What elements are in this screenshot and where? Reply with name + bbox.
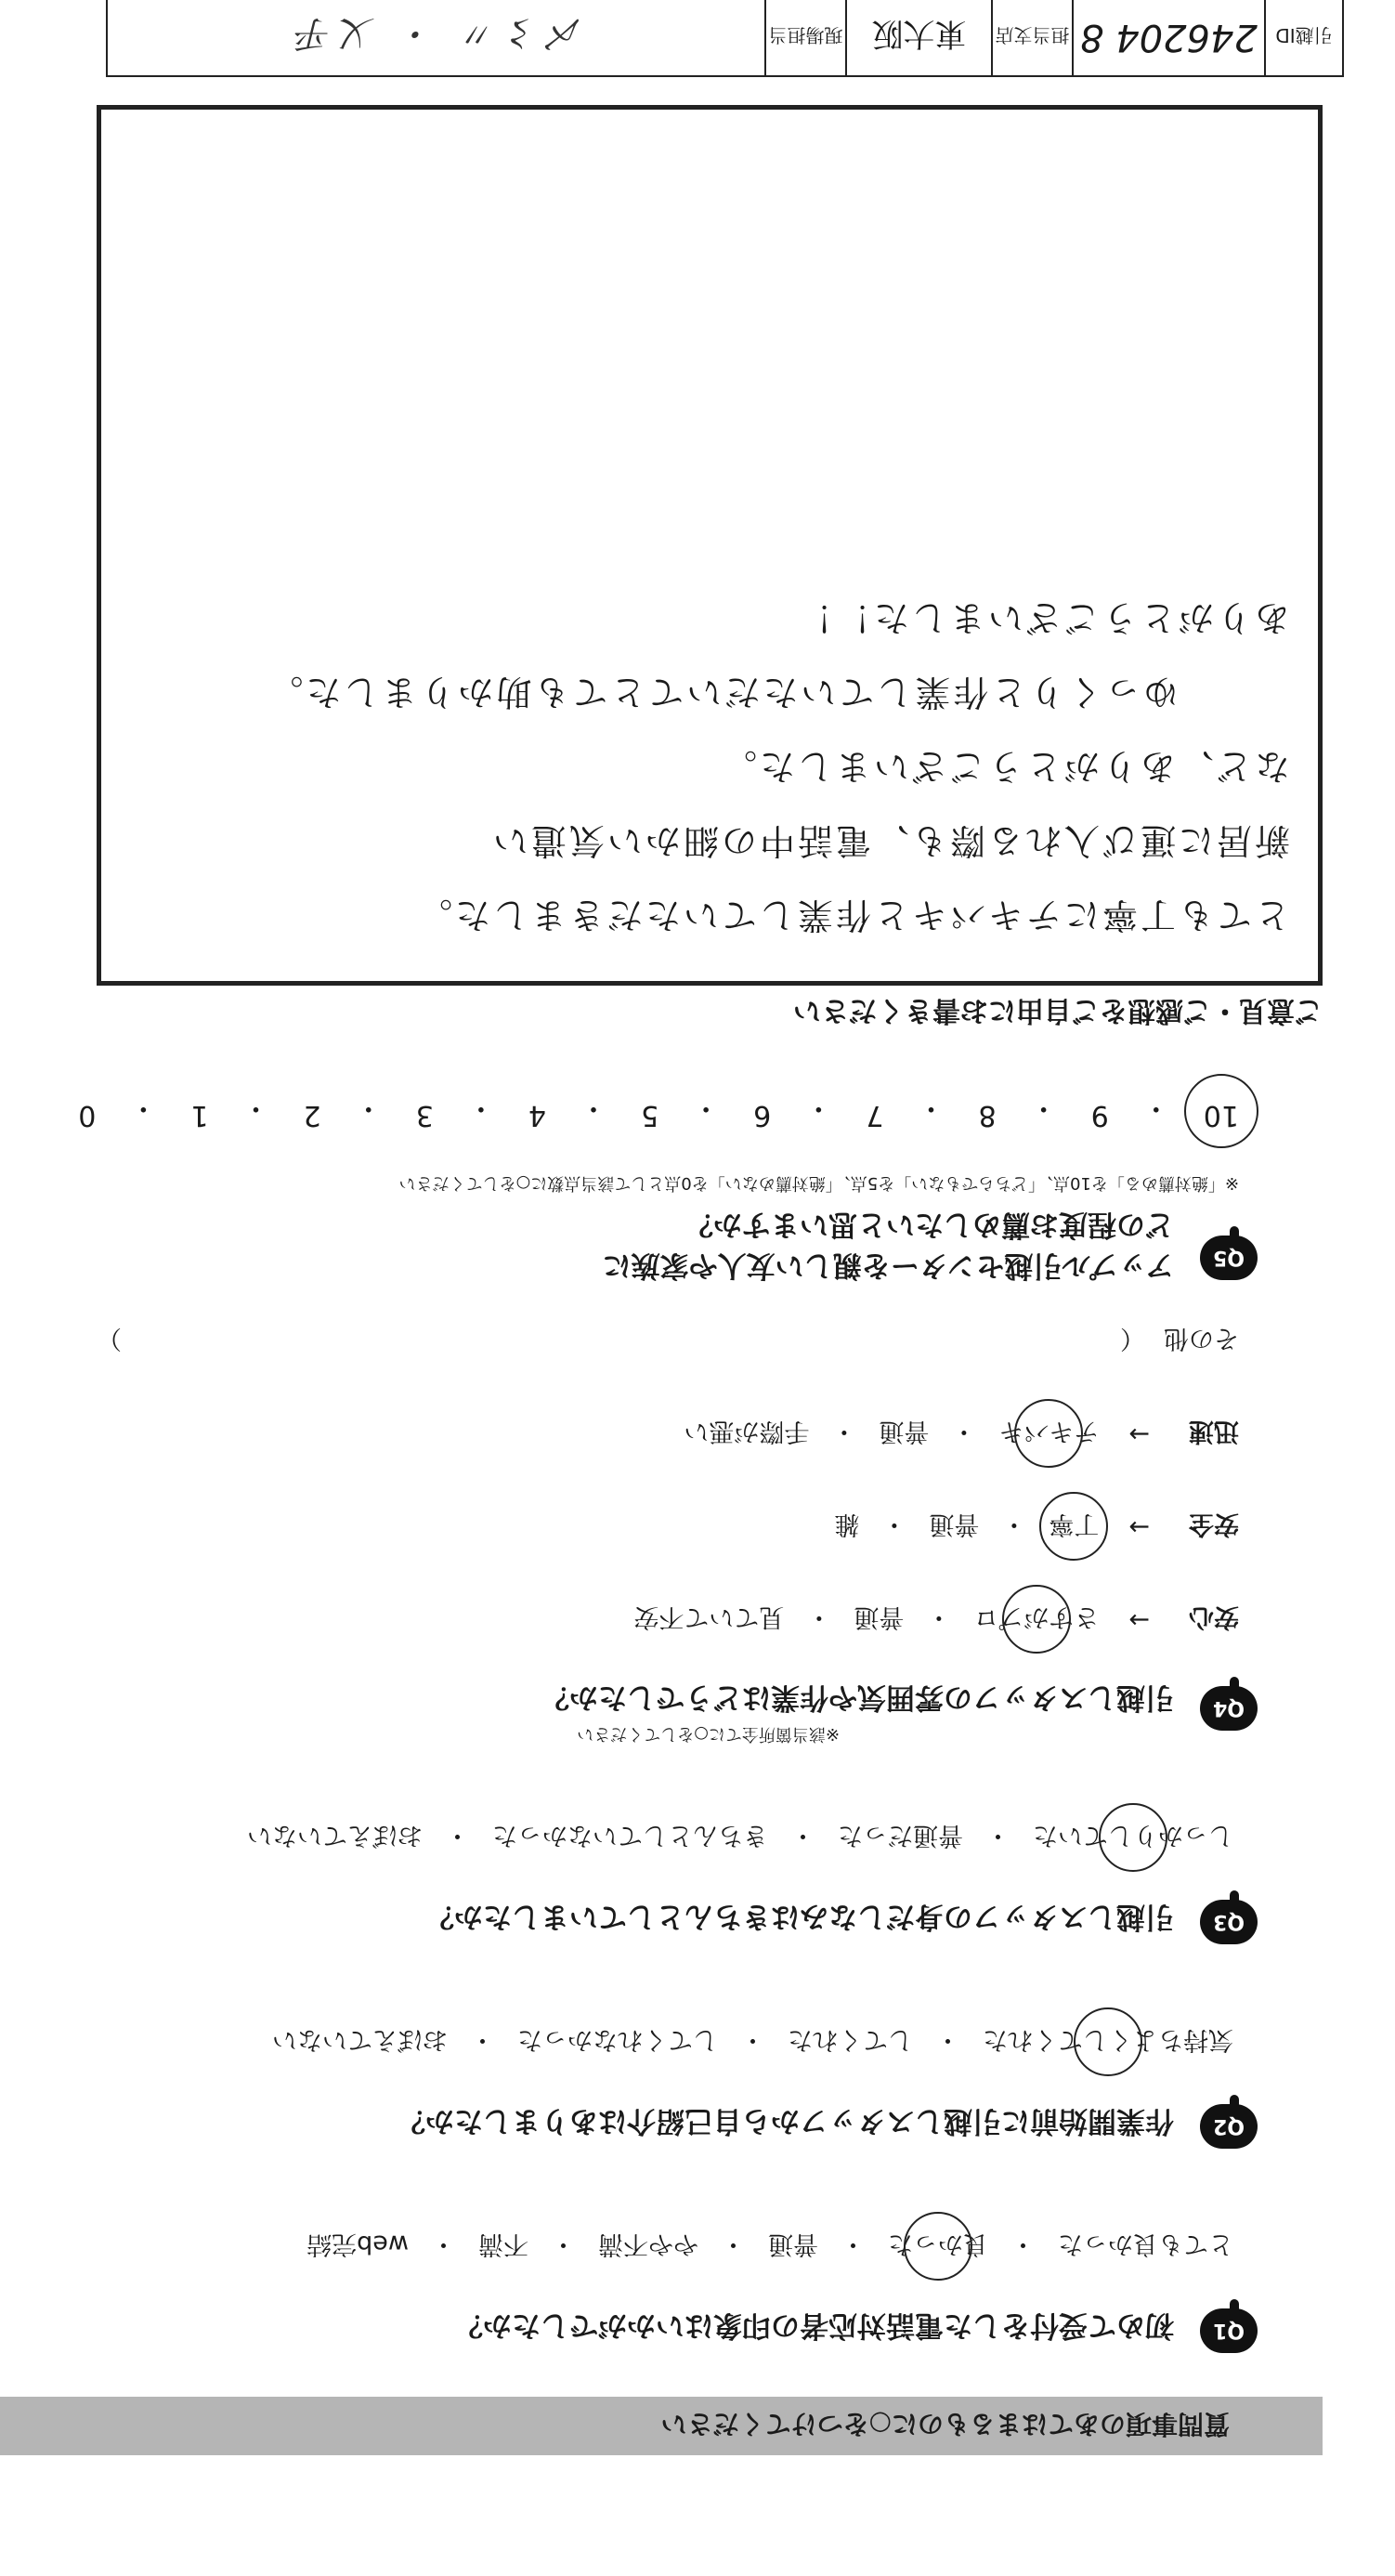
id-label: 引越ID	[1264, 0, 1342, 75]
comment-line: 新居に運び入れる際も、電話中の細かい気遣い	[489, 820, 1290, 861]
q3-badge: Q3	[1200, 1900, 1258, 1944]
comment-line: ゆっくりと作業していただいてとても助かりました。	[265, 672, 1179, 713]
scale-10[interactable]: 10	[1204, 1091, 1239, 1131]
q3-text: 引越しスタッフの身だしなみはきちんとしていましたか？	[425, 1900, 1174, 1933]
comment-line: など、ありがとうございました。	[718, 746, 1290, 787]
scale-7[interactable]: 7	[866, 1099, 884, 1131]
q1-option[interactable]: 不満	[478, 2229, 528, 2258]
q4-option[interactable]: 見ていて不安	[633, 1602, 785, 1631]
header-table	[106, 0, 1344, 77]
q5-text-line1: アップル引越センターを親しい友人や家族に	[602, 1249, 1174, 1282]
q1-option[interactable]: やや不満	[598, 2229, 698, 2258]
q1-option[interactable]: とても良かった	[1058, 2229, 1233, 2258]
q4-note: ※該当箇所全てに○をしてください	[577, 1724, 840, 1744]
q4-option[interactable]: 手際が悪い	[684, 1417, 810, 1445]
q4-row-anshin: 安心 → さすがプロ ・ 普通 ・ 見ていて不安	[628, 1602, 1239, 1638]
q2-text: 作業開始前に引越しスタッフから自己紹介はありましたか？	[397, 2104, 1174, 2138]
comment-box[interactable]	[97, 105, 1323, 986]
q4-row-label: 安心	[1189, 1602, 1239, 1631]
q4-other-close: ）	[97, 1324, 122, 1353]
q4-option-selected[interactable]: テキパキ	[993, 1416, 1104, 1452]
id-value: 246204 8	[1072, 0, 1264, 75]
q2-option[interactable]: してくれた	[788, 2025, 913, 2054]
question-1	[0, 2167, 1323, 2353]
scale-6[interactable]: 6	[753, 1099, 772, 1131]
branch-value: 東大阪	[845, 0, 991, 75]
q4-other-open: （	[1120, 1324, 1145, 1353]
q2-option-selected[interactable]: 気持ちよくしてくれた	[977, 2024, 1239, 2060]
question-4	[0, 1322, 1323, 1744]
q4-option[interactable]: 普通	[879, 1417, 930, 1445]
scale-5[interactable]: 5	[641, 1099, 659, 1131]
leader-label: 現場担当	[764, 0, 845, 75]
q1-option-selected[interactable]: 良かった	[882, 2229, 994, 2265]
q4-option-selected[interactable]: 丁寧	[1043, 1509, 1104, 1545]
q1-option[interactable]: 普通	[768, 2229, 818, 2258]
scale-2[interactable]: 2	[303, 1099, 321, 1131]
q5-note: ※「絶対薦める」を10点、「どちらでもない」を5点、「絶対薦めない」を0点として該当点数に○をしてください	[398, 1173, 1239, 1193]
q2-badge: Q2	[1200, 2104, 1258, 2149]
q4-badge: Q4	[1200, 1686, 1258, 1731]
q5-scale: 10 ・ 9 ・ 8 ・ 7 ・ 6 ・ 5 ・ 4 ・ 3 ・ 2 ・ 1 ・ 0	[78, 1092, 1239, 1131]
q2-options: 気持ちよくしてくれた ・ してくれた ・ してくれなかった ・ おぼえていない	[267, 2024, 1239, 2060]
scale-1[interactable]: 1	[190, 1099, 209, 1131]
comment-title: ご意見・ご感想をご自由にお書きください	[793, 994, 1323, 1026]
question-2	[0, 1963, 1323, 2149]
comment-line: とても丁寧にテキパキと作業していただきました。	[413, 895, 1290, 935]
q1-text: 初めて受付をした電話対応者の印象はいかがでしたか？	[454, 2308, 1174, 2342]
q4-row-anzen: 安全 → 丁寧 ・ 普通 ・ 雑	[828, 1509, 1239, 1545]
question-5	[0, 1048, 1323, 1289]
scale-8[interactable]: 8	[978, 1099, 997, 1131]
q3-option-selected[interactable]: しっかりしていた	[1027, 1820, 1239, 1856]
q2-option[interactable]: してくれなかった	[517, 2025, 718, 2054]
q4-row-label: 安全	[1189, 1510, 1239, 1538]
q4-other-row	[97, 1323, 1239, 1359]
q4-option-selected[interactable]: さすがプロ	[968, 1602, 1104, 1638]
q1-options: とても良かった ・ 良かった ・ 普通 ・ やや不満 ・ 不満 ・ web完結	[301, 2229, 1239, 2265]
leader-signature: 〆〻〃 ・ 乂乎	[289, 13, 583, 55]
scale-9[interactable]: 9	[1090, 1099, 1109, 1131]
q5-text-line2: どの程度お薦めしたいと思いますか？	[684, 1208, 1174, 1241]
q3-option[interactable]: きちんとしていなかった	[492, 1821, 768, 1850]
q5-badge: Q5	[1200, 1236, 1258, 1280]
q4-option[interactable]: 普通	[929, 1510, 980, 1538]
q4-row-jinsoku: 迅速 → テキパキ ・ 普通 ・ 手際が悪い	[678, 1416, 1239, 1452]
q3-options: しっかりしていた ・ 普通だった ・ きちんとしていなかった ・ おぼえていない	[241, 1820, 1239, 1856]
arrow-icon: →	[1128, 1419, 1150, 1448]
q4-text: 引越しスタッフの雰囲気や作業はどうでしたか？	[541, 1680, 1174, 1714]
instruction-bar	[0, 2397, 1323, 2455]
arrow-icon: →	[1128, 1605, 1150, 1634]
arrow-icon: →	[1128, 1512, 1150, 1541]
q1-option[interactable]: web完結	[306, 2229, 409, 2258]
q4-option[interactable]: 普通	[854, 1602, 905, 1631]
scale-4[interactable]: 4	[528, 1099, 546, 1131]
instruction-text: 質問事項のあてはまるものに○をつけてください	[660, 2409, 1230, 2440]
q3-option[interactable]: おぼえていない	[247, 1821, 423, 1850]
q1-badge: Q1	[1200, 2308, 1258, 2353]
scale-0[interactable]: 0	[78, 1099, 97, 1131]
comment-line: ありがとうございました！！	[794, 597, 1290, 638]
q4-row-label: 迅速	[1189, 1417, 1239, 1445]
question-3	[0, 1759, 1323, 1944]
comment-section	[97, 105, 1323, 1034]
q4-option[interactable]: 雑	[834, 1510, 860, 1538]
q2-option[interactable]: おぼえていない	[272, 2025, 448, 2054]
q3-option[interactable]: 普通だった	[838, 1821, 963, 1850]
scale-3[interactable]: 3	[415, 1099, 434, 1131]
q4-other-label: その他	[1164, 1324, 1239, 1353]
branch-label: 担当支店	[991, 0, 1072, 75]
